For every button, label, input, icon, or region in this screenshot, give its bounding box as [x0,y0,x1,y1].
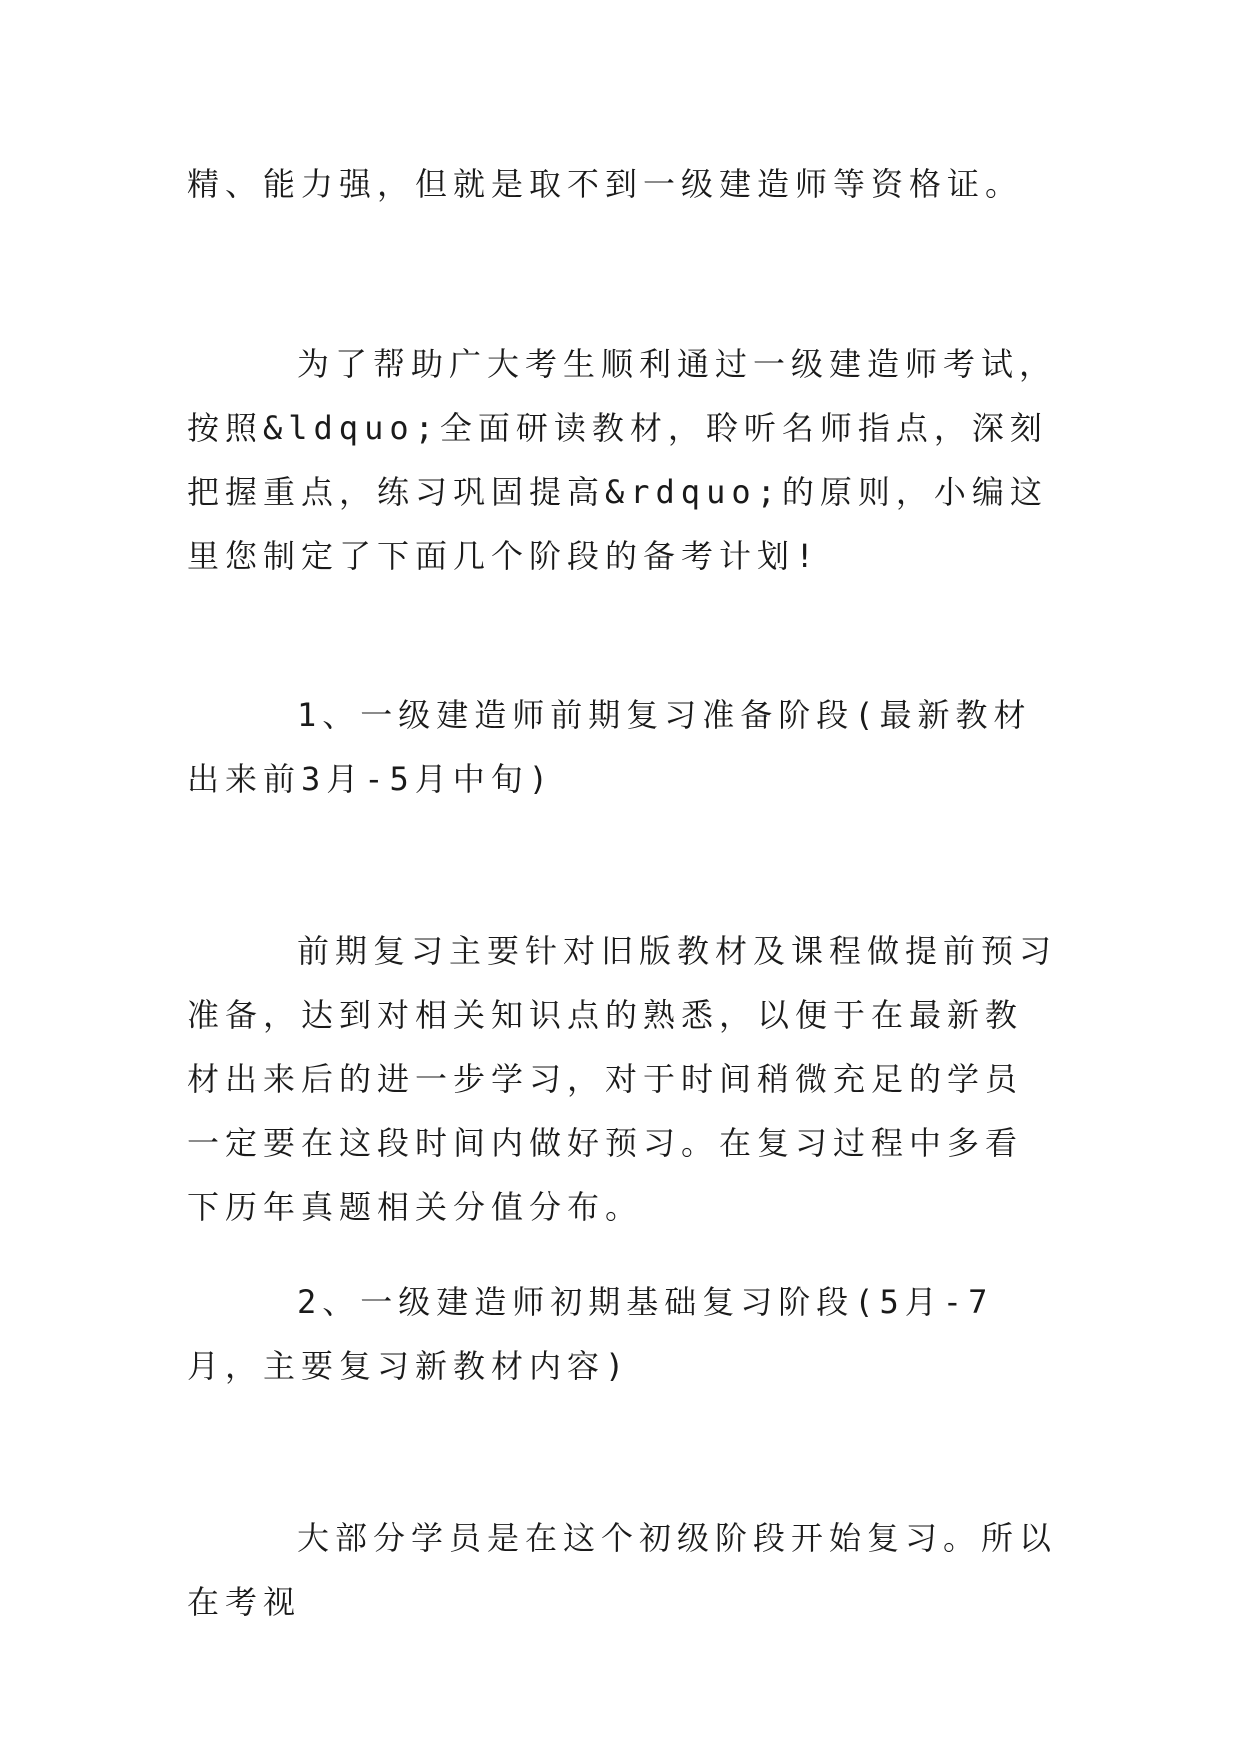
paragraph-stage-2-body: 大部分学员是在这个初级阶段开始复习。所以在考视 [187,1519,1058,1621]
section-heading-stage-2: 2、一级建造师初期基础复习阶段(5月-7月，主要复习新教材内容) [187,1283,994,1385]
section-heading-stage-1: 1、一级建造师前期复习准备阶段(最新教材出来前3月-5月中旬) [187,696,1032,798]
paragraph-intro: 为了帮助广大考生顺利通过一级建造师考试，按照&ldquo;全面研读教材，聆听名师指点，深刻把握重点，练习巩固提高&rdquo;的原则，小编这里您制定了下面几个阶段的备考计划! [187,345,1058,575]
paragraph-stage-1-body: 前期复习主要针对旧版教材及课程做提前预习准备，达到对相关知识点的熟悉，以便于在最新教材出来后的进一步学习，对于时间稍微充足的学员一定要在这段时间内做好预习。在复习过程中多看下历年真题相关分值分布。 [187,932,1058,1226]
paragraph-continuation: 精、能力强，但就是取不到一级建造师等资格证。 [187,165,1024,203]
